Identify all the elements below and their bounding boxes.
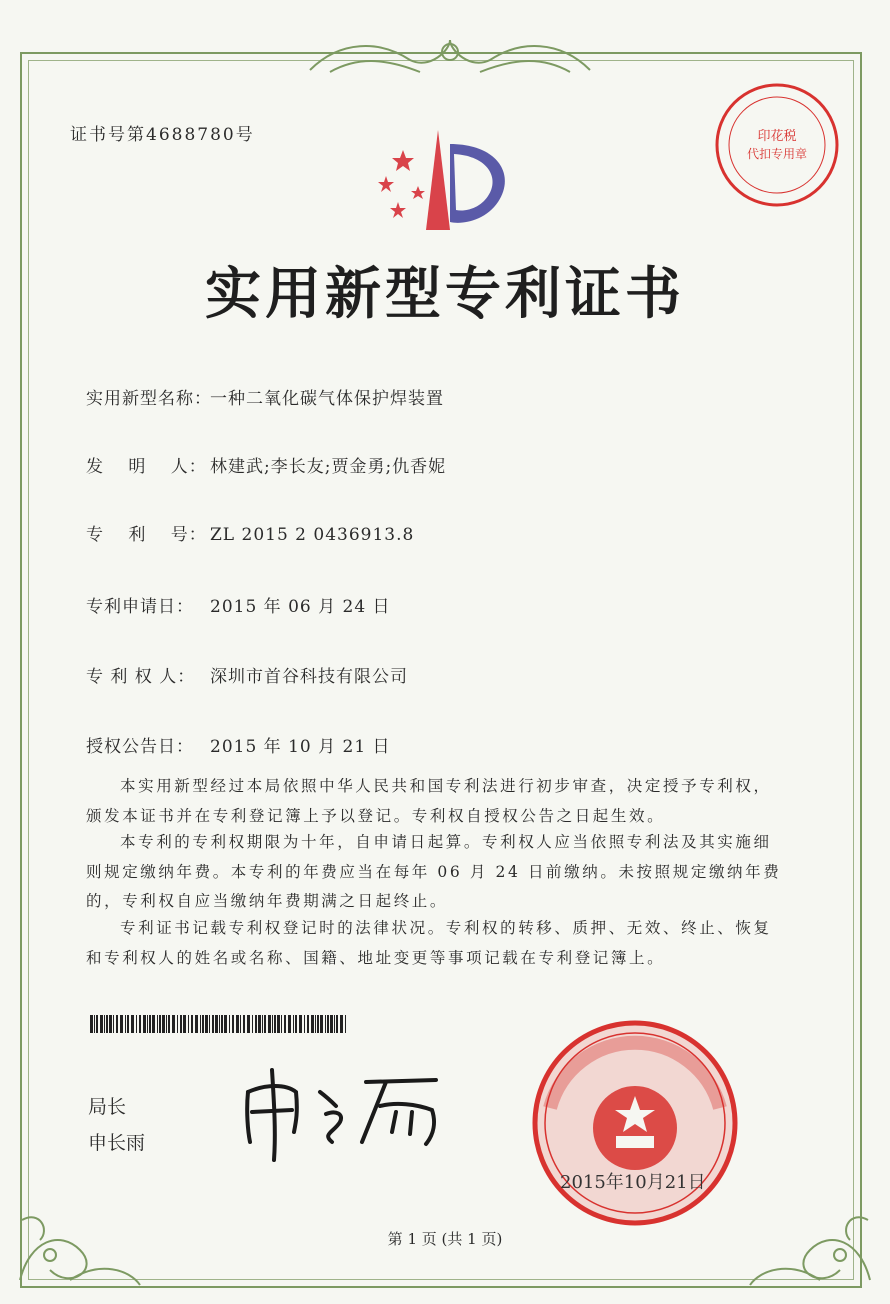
barcode-bar (162, 1015, 165, 1033)
barcode-bar (293, 1015, 294, 1033)
svg-text:代扣专用章: 代扣专用章 (746, 147, 808, 161)
field-label: 专 利 权 人： (86, 667, 196, 687)
director-signature-icon (236, 1062, 446, 1162)
bottom-right-ornament-icon (740, 1140, 880, 1290)
barcode-bar (315, 1015, 316, 1033)
body-paragraph-2: 本专利的专利权期限为十年，自申请日起算。专利权人应当依照专利法及其实施细则规定缴纳年费。本专利的年费应当在每年 06 月 24 日前缴纳。未按照规定缴纳年费的，专利权自应当缴纳年费期满之日起终止。 (86, 833, 782, 910)
barcode-bar (94, 1015, 95, 1033)
bottom-left-ornament-icon (10, 1140, 150, 1290)
barcode-bar (109, 1015, 112, 1033)
patent-office-emblem-icon (368, 130, 518, 240)
barcode-bar (252, 1015, 253, 1033)
barcode-bar (106, 1015, 108, 1033)
barcode-bar (188, 1015, 189, 1033)
barcode-bar (147, 1015, 148, 1033)
barcode-bar (127, 1015, 129, 1033)
barcode-bar (288, 1015, 291, 1033)
barcode-bar (240, 1015, 241, 1033)
certificate-title: 实用新型专利证书 (205, 261, 685, 327)
barcode-bar (177, 1015, 178, 1033)
director-name: 申长雨 (88, 1132, 146, 1154)
barcode-bar (330, 1015, 333, 1033)
barcode-bar (258, 1015, 261, 1033)
field-value: 林建武;李长友;贾金勇;仇香妮 (210, 457, 447, 477)
barcode-bar (104, 1015, 105, 1033)
barcode-bar (120, 1015, 123, 1033)
barcode-bar (232, 1015, 234, 1033)
barcode-bar (149, 1015, 151, 1033)
barcode-bar (236, 1015, 239, 1033)
barcode-bar (229, 1015, 230, 1033)
barcode-bar (136, 1015, 137, 1033)
barcode-bar (152, 1015, 155, 1033)
barcode-bar (159, 1015, 161, 1033)
barcode-bar (334, 1015, 335, 1033)
barcode-bar (209, 1015, 210, 1033)
official-seal-icon (520, 1018, 750, 1228)
page-number: 第 1 页 (共 1 页) (387, 1230, 503, 1248)
inventors (86, 452, 446, 477)
application-date (86, 592, 391, 617)
barcode-bar (262, 1015, 263, 1033)
barcode-bar (183, 1015, 186, 1033)
barcode-bar (340, 1015, 343, 1033)
barcode-bar (277, 1015, 280, 1033)
field-label: 授权公告日： (86, 737, 194, 757)
field-value: 一种二氧化碳气体保护焊装置 (210, 389, 444, 409)
field-value: 深圳市首谷科技有限公司 (210, 667, 408, 687)
barcode-bar (320, 1015, 323, 1033)
barcode-bar (172, 1015, 175, 1033)
barcode-bar (336, 1015, 338, 1033)
field-value: 2015 年 10 月 21 日 (210, 737, 391, 757)
field-label: 专利申请日： (86, 597, 194, 617)
barcode-bar (139, 1015, 141, 1033)
seal-date: 2015年10月21日 (560, 1172, 706, 1193)
field-value: ZL 2015 2 0436913.8 (210, 525, 415, 545)
barcode-bar (221, 1015, 223, 1033)
field-value: 2015 年 06 月 24 日 (210, 597, 391, 617)
barcode-bar (191, 1015, 193, 1033)
barcode-bar (180, 1015, 182, 1033)
svg-text:印花税: 印花税 (757, 129, 797, 144)
tax-stamp-icon (712, 80, 842, 210)
field-label: 实用新型名称： (86, 389, 212, 409)
barcode-bar (224, 1015, 227, 1033)
barcode-bar (311, 1015, 314, 1033)
barcode-bar (317, 1015, 319, 1033)
barcode-bar (272, 1015, 273, 1033)
barcode-bar (125, 1015, 126, 1033)
barcode-bar (168, 1015, 170, 1033)
barcode-bar (200, 1015, 201, 1033)
utility-model-name (86, 384, 444, 409)
barcode-bar (325, 1015, 326, 1033)
barcode (90, 1015, 348, 1033)
barcode-bar (212, 1015, 214, 1033)
barcode-bar (327, 1015, 329, 1033)
barcode-bar (307, 1015, 309, 1033)
barcode-bar (100, 1015, 103, 1033)
barcode-bar (157, 1015, 158, 1033)
barcode-bar (268, 1015, 271, 1033)
barcode-bar (90, 1015, 93, 1033)
top-ornament-icon (300, 30, 600, 80)
barcode-bar (143, 1015, 146, 1033)
grant-date (86, 732, 391, 757)
barcode-bar (131, 1015, 134, 1033)
barcode-bar (195, 1015, 198, 1033)
barcode-bar (304, 1015, 305, 1033)
barcode-bar (284, 1015, 286, 1033)
barcode-bar (299, 1015, 302, 1033)
barcode-bar (116, 1015, 118, 1033)
barcode-bar (202, 1015, 204, 1033)
barcode-bar (219, 1015, 220, 1033)
barcode-bar (243, 1015, 245, 1033)
body-paragraph-3: 专利证书记载专利权登记时的法律状况。专利权的转移、质押、无效、终止、恢复和专利权人的姓名或名称、国籍、地址变更等事项记载在专利登记簿上。 (86, 919, 772, 967)
barcode-bar (166, 1015, 167, 1033)
barcode-bar (274, 1015, 276, 1033)
patent-number (86, 520, 414, 545)
certificate-number: 证书号第4688780号 (70, 125, 255, 145)
barcode-bar (345, 1015, 346, 1033)
body-paragraph-1: 本实用新型经过本局依照中华人民共和国专利法进行初步审查，决定授予专利权，颁发本证书并在专利登记簿上予以登记。专利权自授权公告之日起生效。 (86, 777, 772, 825)
barcode-bar (264, 1015, 266, 1033)
patentee (86, 662, 408, 687)
barcode-bar (205, 1015, 208, 1033)
barcode-bar (247, 1015, 250, 1033)
barcode-bar (96, 1015, 98, 1033)
director-title: 局长 (88, 1096, 127, 1118)
barcode-bar (281, 1015, 282, 1033)
field-label: 发 明 人： (86, 457, 207, 477)
field-label: 专 利 号： (86, 525, 207, 545)
barcode-bar (113, 1015, 114, 1033)
barcode-bar (255, 1015, 257, 1033)
barcode-bar (295, 1015, 297, 1033)
barcode-bar (215, 1015, 218, 1033)
